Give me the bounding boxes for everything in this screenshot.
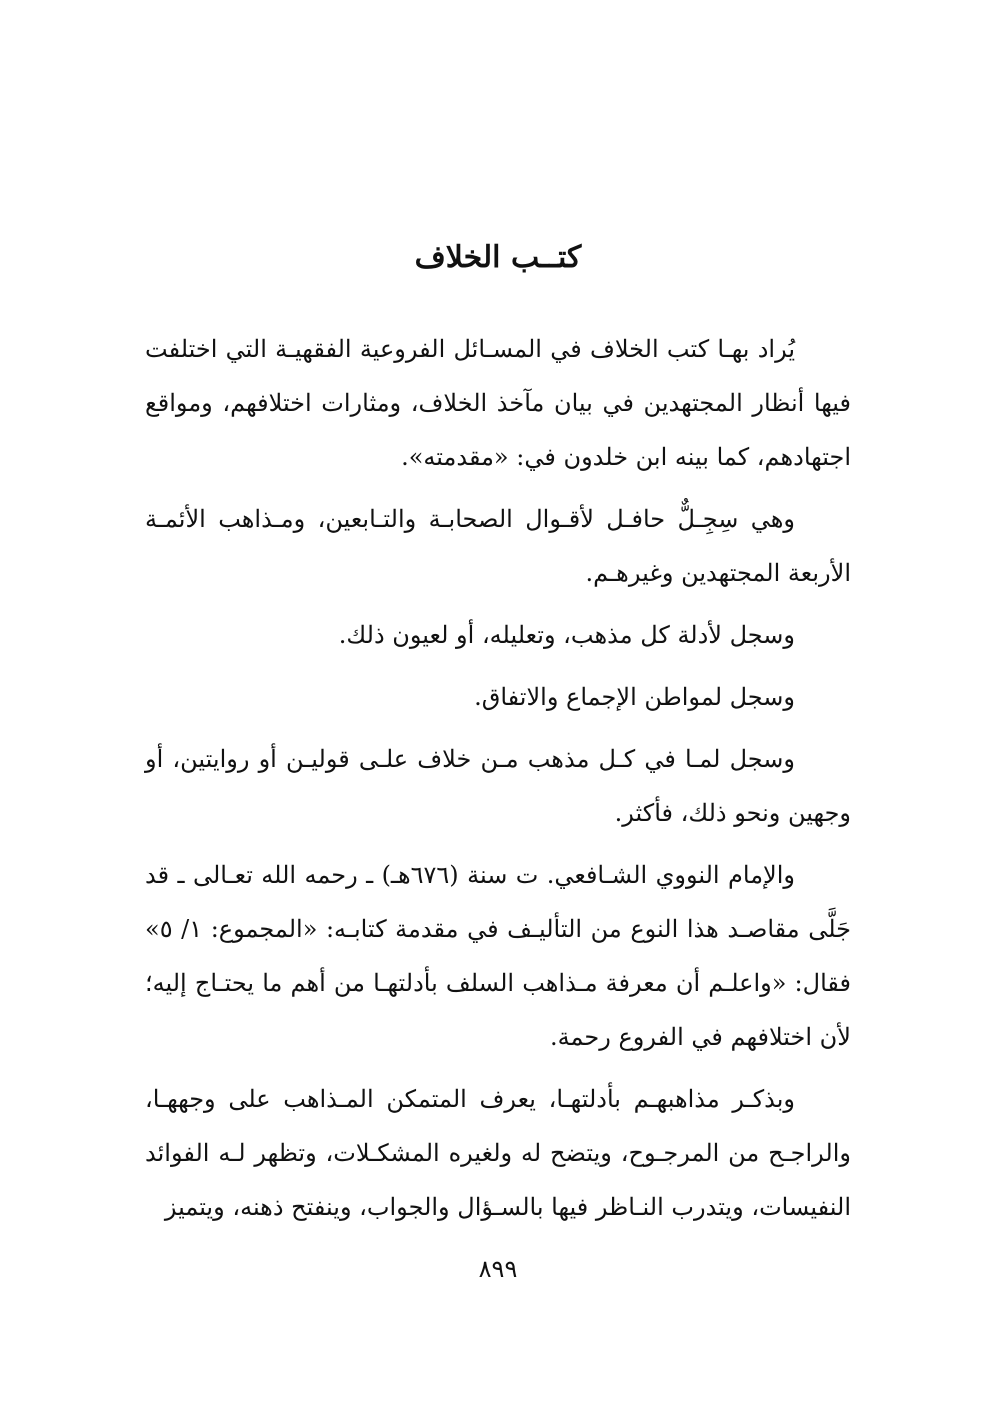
paragraph-5: وسجل لمـا في كـل مذهب مـن خلاف علـى قوليـن أو روايتين، أو وجهين ونحو ذلك، فأكثر. [145,745,851,827]
paragraph-2: وهي سِجِـلٌّ حافـل لأقـوال الصحابـة والتـابعين، ومـذاهب الأئمـة الأربعة المجتهدين وغيرهـم. [145,505,851,587]
paragraph-6: والإمام النووي الشـافعي. ت سنة (٦٧٦هـ) ـ رحمه الله تعـالى ـ قد جَلَّى مقاصـد هذا النوع من التأليـف في مقدمة كتابـه: «المجموع: ١/ ٥» فقال: «واعلـم أن معرفة مـذاهب السلف بأدلتهـا من أهم ما يحتـاج إليه؛ لأن اختلافهم في الفروع رحمة. [145,861,851,1051]
paragraph-1: يُراد بهـا كتب الخلاف في المسـائل الفروعية الفقهيـة التي اختلفت فيها أنظار المجتهدين في بيان مآخذ الخلاف، ومثارات اختلافهم، ومواقع اجتهادهم، كما بينه ابن خلدون في: «مقدمته». [145,335,851,471]
page-title: كتــب الخلاف [414,240,582,275]
paragraph-3: وسجل لأدلة كل مذهب، وتعليله، أو لعيون ذلك. [338,621,795,649]
body-text [145,322,851,1242]
paragraph-4: وسجل لمواطن الإجماع والاتفاق. [474,683,795,711]
page-number: ٨٩٩ [478,1255,518,1283]
paragraph-7: وبذكـر مذاهبهـم بأدلتهـا، يعرف المتمكن المـذاهب على وجههـا، والراجـح من المرجـوح، ويتضح له ولغيره المشكـلات، وتظهر لـه الفوائد النفيسات، ويتدرب النـاظر فيها بالسـؤال والجواب، وينفتح ذهنه، ويتميز [145,1085,851,1221]
